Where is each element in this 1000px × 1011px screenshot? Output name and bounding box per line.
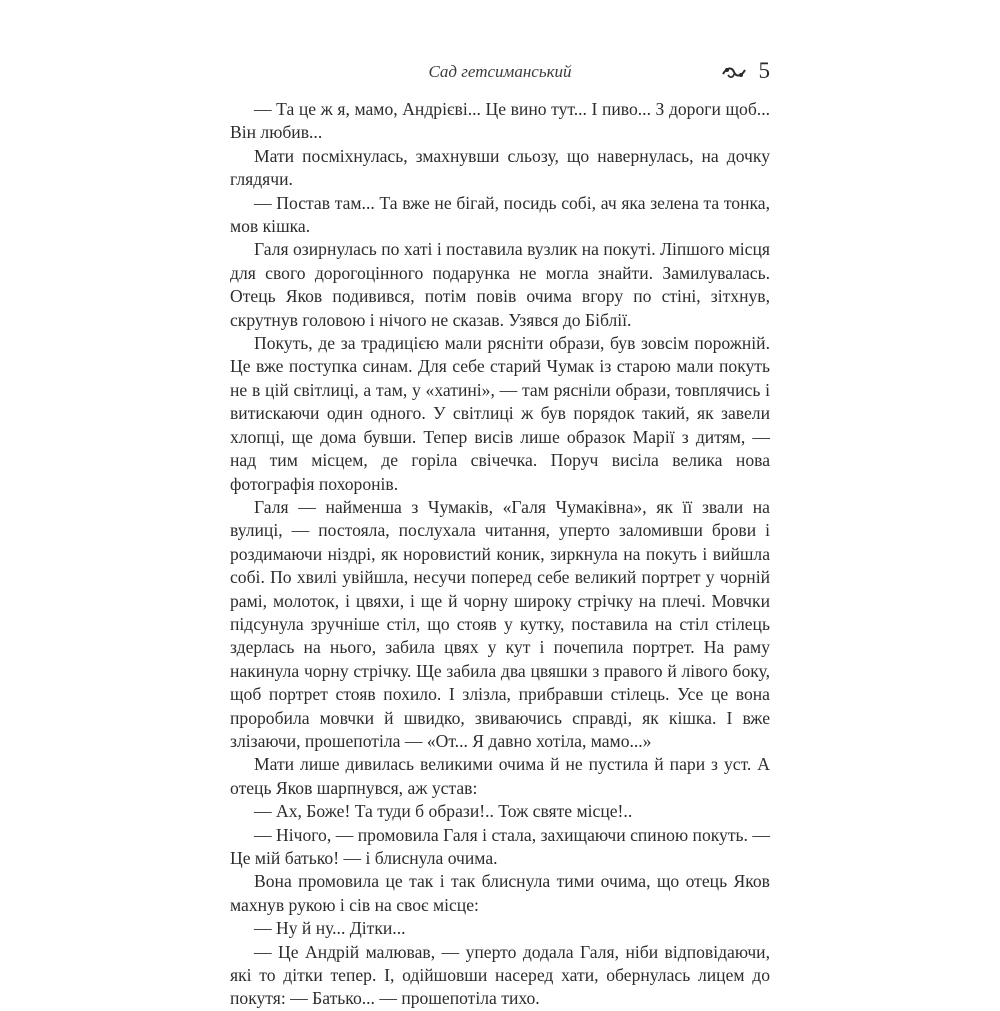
page-number: 5 bbox=[758, 58, 770, 83]
paragraph: — Ах, Боже! Та туди б образи!.. Тож святе місце!.. bbox=[254, 801, 633, 822]
page-header bbox=[230, 58, 770, 90]
body-text bbox=[230, 98, 770, 1011]
paragraph: Мати посміхнулась, змахнувши сльозу, що навернулась, на дочку глядячи. bbox=[230, 145, 770, 190]
paragraph: — Постав там... Та вже не бігай, посидь собі, ач яка зелена та тонка, мов кішка. bbox=[230, 192, 770, 237]
paragraph: Покуть, де за традицією мали рясніти образи, був зовсім порожній. Це вже поступка синам. Для себе старий Чумак із старою мали покуть не в цій світлиці, а там, у «хатині», — там рясніли образи, товплячись і витискаючи один одного. У світлиці ж був порядок такий, як завели хлопці, ще дома бувши. Тепер висів лише образок Марії з дитям, — над тим місцем, де горіла свічечка. Поруч висіла велика нова фотографія похоронів. bbox=[230, 333, 770, 494]
paragraph: — Це Андрій малював, — уперто додала Галя, ніби відповідаючи, які то дітки тепер. І, одійшовши насеред хати, обернулась лицем до покутя: — Батько... — прошепотіла тихо. bbox=[230, 941, 770, 1009]
paragraph: — Нічого, — промовила Галя і стала, захищаючи спиною покуть. — Це мій батько! — і блиснула очима. bbox=[230, 824, 770, 868]
paragraph: Вона промовила це так і так блиснула тими очима, що отець Яков махнув рукою і сів на своє місце: bbox=[230, 871, 770, 915]
paragraph: — Та це ж я, мамо, Андрієві... Це вино тут... І пиво... З дороги щоб... Він любив... bbox=[230, 99, 770, 143]
floral-ornament-icon bbox=[722, 64, 746, 80]
paragraph: Галя — найменша з Чумаків, «Галя Чумаківна», як її звали на вулиці, — постояла, послухала читання, уперто заломивши брови і роздимаючи ніздрі, як норовистий коник, зиркнула на покуть і вийшла собі. По хвилі увійшла, несучи поперед себе великий портрет у чорній рамі, молоток, і цвяхи, і ще й чорну широку стрічку на плечі. Мовчки підсунула зручніше стіл, що стояв у кутку, поставила на стіл стілець здерлась на нього, забила цвях у кут і почепила портрет. На раму накинула чорну стрічку. Ще забила два цвяшки з правого й лівого боку, щоб портрет стояв похило. І злізла, прибравши стілець. Усе це вона проробила мовчки й швидко, звиваючись справді, як кішка. І вже злізаючи, прошепотіла — «От... Я давно хотіла, мамо...» bbox=[230, 496, 770, 751]
paragraph: Мати лише дивилась великими очима й не пустила й пари з уст. А отець Яков шарпнувся, аж устав: bbox=[230, 754, 770, 798]
running-head: Сад гетсиманський bbox=[428, 62, 572, 81]
paragraph: Галя озирнулась по хаті і поставила вузлик на покуті. Ліпшого місця для свого дорогоцінного подарунка не могла знайти. Замилувалась. Отець Яков подивився, потім повів очима вгору по стіні, зітхнув, скрутнув головою і нічого не сказав. Узявся до Біблії. bbox=[230, 239, 770, 330]
paragraph: — Ну й ну... Дітки... bbox=[254, 918, 406, 939]
